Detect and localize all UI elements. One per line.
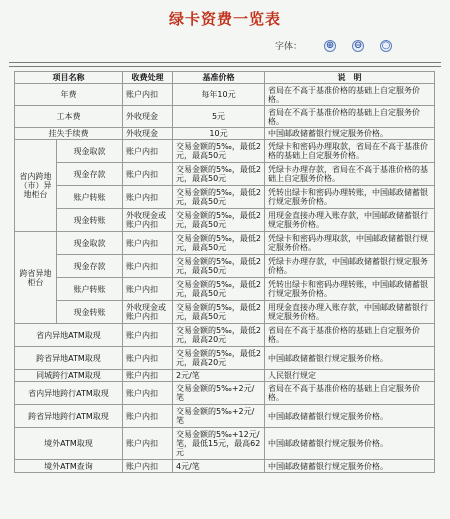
item-name: 跨省异地跨行ATM取现 <box>15 405 123 428</box>
header-note: 说 明 <box>265 72 435 84</box>
page-title: 绿卡资费一览表 <box>168 10 281 28</box>
note: 人民银行规定 <box>265 370 435 382</box>
item-name: 跨省异地ATM取现 <box>15 347 123 370</box>
base-price: 交易金额的5‰，最低2元，最高50元 <box>173 163 265 186</box>
table-row <box>15 106 435 128</box>
base-price: 5元 <box>173 106 265 128</box>
charge-method: 外收现金 <box>123 128 173 140</box>
charge-method: 账户内扣 <box>123 186 173 209</box>
item-name: 境外ATM查询 <box>15 460 123 473</box>
note: 省局在不高于基准价格的基础上自定服务价格。 <box>265 382 435 405</box>
table-row <box>15 186 435 209</box>
note: 省局在不高于基准价格的基础上自定服务价格。 <box>265 324 435 347</box>
table-row <box>15 278 435 301</box>
table-row <box>15 347 435 370</box>
note: 中国邮政储蓄银行规定服务价格。 <box>265 460 435 473</box>
item-name: 工本费 <box>15 106 123 128</box>
base-price: 每年10元 <box>173 84 265 106</box>
charge-method: 账户内扣 <box>123 163 173 186</box>
header-method: 收费处理 <box>123 72 173 84</box>
table-header-row <box>15 72 435 84</box>
note: 凭绿卡办理存款，省局在不高于基准价格的基础上自定服务价格。 <box>265 163 435 186</box>
base-price: 交易金额的5‰，最低2元，最高50元 <box>173 278 265 301</box>
table-row <box>15 370 435 382</box>
charge-method: 账户内扣 <box>123 370 173 382</box>
table-row <box>15 232 435 255</box>
base-price: 交易金额的5‰，最低2元，最高50元 <box>173 209 265 232</box>
item-name: 挂失手续费 <box>15 128 123 140</box>
table-row <box>15 140 435 163</box>
charge-method: 外收现金或账户内扣 <box>123 301 173 324</box>
font-label: 字体： <box>275 42 303 52</box>
base-price: 10元 <box>173 128 265 140</box>
base-price: 交易金额的5‰，最低2元，最高50元 <box>173 232 265 255</box>
note: 中国邮政储蓄银行规定服务价格。 <box>265 128 435 140</box>
base-price: 交易金额的5‰+2元/笔 <box>173 382 265 405</box>
charge-method: 账户内扣 <box>123 460 173 473</box>
base-price: 交易金额的5‰+12元/笔，最低15元，最高62元 <box>173 428 265 460</box>
note: 凭绿卡办理存款，中国邮政储蓄银行规定服务价格。 <box>265 255 435 278</box>
sub-item: 现金转账 <box>57 209 123 232</box>
table-row <box>15 382 435 405</box>
charge-method: 账户内扣 <box>123 84 173 106</box>
base-price: 交易金额的5‰，最低2元，最高50元 <box>173 140 265 163</box>
base-price: 交易金额的5‰，最低2元，最高20元 <box>173 347 265 370</box>
note: 凭转出绿卡和密码办理转账，中国邮政储蓄银行规定服务价格。 <box>265 278 435 301</box>
base-price: 交易金额的5‰，最低2元，最高50元 <box>173 301 265 324</box>
zoom-in-icon[interactable]: ⊕ <box>325 39 335 51</box>
table-row <box>15 209 435 232</box>
base-price: 交易金额的5‰，最低2元，最高20元 <box>173 324 265 347</box>
sub-item: 账户转账 <box>57 278 123 301</box>
sub-item: 现金转账 <box>57 301 123 324</box>
divider-top <box>9 62 441 63</box>
note: 用现金直接办理入账存款，中国邮政储蓄银行规定服务价格。 <box>265 209 435 232</box>
charge-method: 外收现金 <box>123 106 173 128</box>
sub-item: 现金存款 <box>57 255 123 278</box>
sub-item: 现金取款 <box>57 140 123 163</box>
charge-method: 账户内扣 <box>123 347 173 370</box>
item-name: 境外ATM取现 <box>15 428 123 460</box>
table-row <box>15 428 435 460</box>
charge-method: 账户内扣 <box>123 324 173 347</box>
sub-item: 账户转账 <box>57 186 123 209</box>
base-price: 交易金额的5‰，最低2元，最高50元 <box>173 255 265 278</box>
item-name: 年费 <box>15 84 123 106</box>
note: 凭绿卡和密码办理取款，中国邮政储蓄银行规定服务价格。 <box>265 232 435 255</box>
font-size-controls <box>275 39 408 52</box>
fee-table <box>14 71 435 473</box>
table-row <box>15 405 435 428</box>
charge-method: 账户内扣 <box>123 232 173 255</box>
sub-item: 现金取款 <box>57 232 123 255</box>
note: 中国邮政储蓄银行规定服务价格。 <box>265 347 435 370</box>
charge-method: 账户内扣 <box>123 278 173 301</box>
base-price: 交易金额的5‰+2元/笔 <box>173 405 265 428</box>
charge-method: 账户内扣 <box>123 428 173 460</box>
charge-method: 外收现金或账户内扣 <box>123 209 173 232</box>
item-name: 省内异地ATM取现 <box>15 324 123 347</box>
table-row <box>15 84 435 106</box>
zoom-out-icon[interactable]: ⊖ <box>353 39 363 51</box>
charge-method: 账户内扣 <box>123 405 173 428</box>
charge-method: 账户内扣 <box>123 140 173 163</box>
table-row <box>15 460 435 473</box>
base-price: 2元/笔 <box>173 370 265 382</box>
note: 中国邮政储蓄银行规定服务价格。 <box>265 428 435 460</box>
item-name: 同城跨行ATM取现 <box>15 370 123 382</box>
charge-method: 账户内扣 <box>123 382 173 405</box>
group-label: 跨省异地柜台 <box>15 232 57 324</box>
header-price: 基准价格 <box>173 72 265 84</box>
note: 凭绿卡和密码办理取款，省局在不高于基准价格的基础上自定服务价格。 <box>265 140 435 163</box>
group-label: 省内跨地（市）异地柜台 <box>15 140 57 232</box>
table-row <box>15 255 435 278</box>
reset-font-icon[interactable]: ○ <box>381 39 391 51</box>
note: 用现金直接办理入账存款，中国邮政储蓄银行规定服务价格。 <box>265 301 435 324</box>
divider-bottom <box>9 66 441 67</box>
table-row <box>15 163 435 186</box>
item-name: 省内异地跨行ATM取现 <box>15 382 123 405</box>
table-row <box>15 128 435 140</box>
table-row <box>15 324 435 347</box>
table-row <box>15 301 435 324</box>
header-item: 项目名称 <box>15 72 123 84</box>
note: 省局在不高于基准价格的基础上自定服务价格。 <box>265 84 435 106</box>
sub-item: 现金存款 <box>57 163 123 186</box>
base-price: 交易金额的5‰，最低2元，最高50元 <box>173 186 265 209</box>
note: 中国邮政储蓄银行规定服务价格。 <box>265 405 435 428</box>
note: 凭转出绿卡和密码办理转账，中国邮政储蓄银行规定服务价格。 <box>265 186 435 209</box>
note: 省局在不高于基准价格的基础上自定服务价格。 <box>265 106 435 128</box>
base-price: 4元/笔 <box>173 460 265 473</box>
charge-method: 账户内扣 <box>123 255 173 278</box>
